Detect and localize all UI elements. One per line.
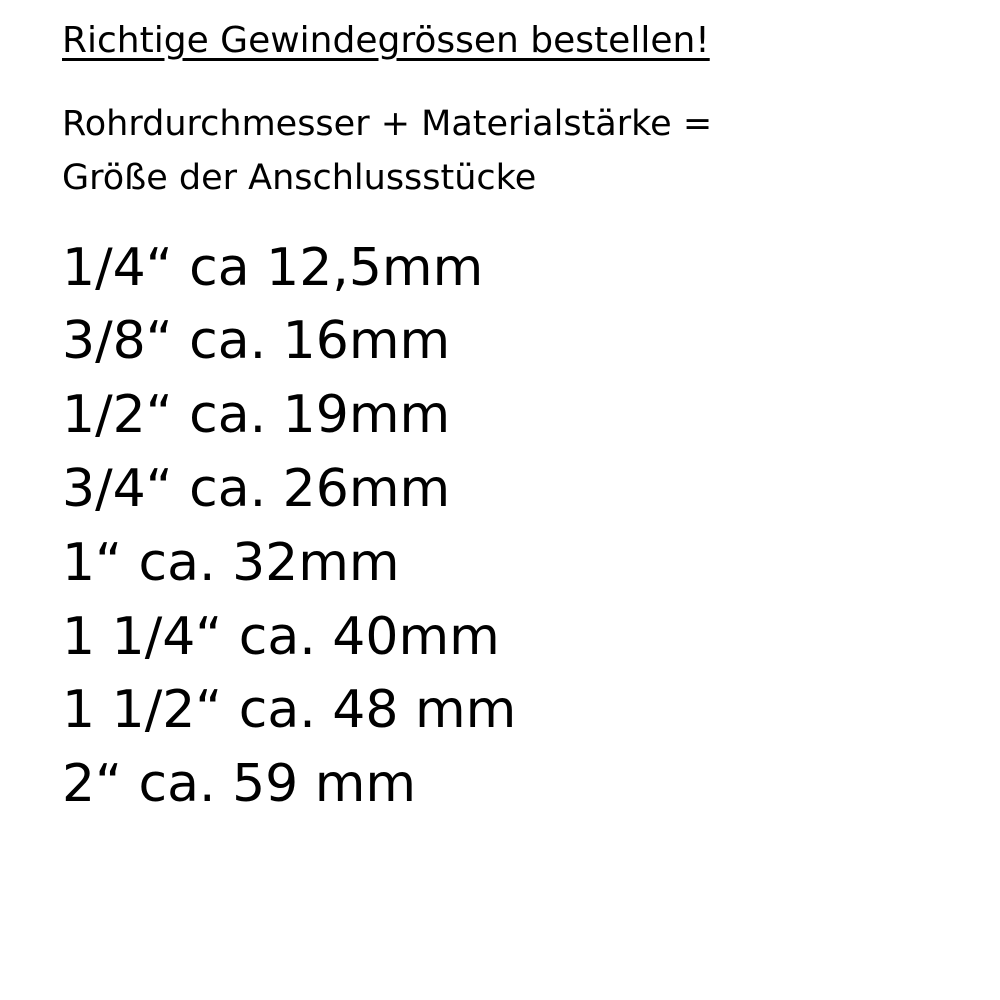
subheading-line-1: Rohrdurchmesser + Materialstärke = bbox=[62, 104, 713, 144]
subheading bbox=[62, 97, 942, 206]
list-item: 1/4“ ca 12,5mm bbox=[62, 237, 484, 298]
list-item: 1 1/2“ ca. 48 mm bbox=[62, 680, 517, 741]
list-item: 2“ ca. 59 mm bbox=[62, 754, 417, 815]
list-item: 1“ ca. 32mm bbox=[62, 532, 400, 593]
subheading-line-2: Größe der Anschlussstücke bbox=[62, 158, 537, 199]
list-item: 3/4“ ca. 26mm bbox=[62, 458, 451, 519]
list-item: 3/8“ ca. 16mm bbox=[62, 311, 451, 372]
list-item: 1/2“ ca. 19mm bbox=[62, 385, 451, 446]
thread-size-list bbox=[62, 232, 970, 823]
page-title: Richtige Gewindegrössen bestellen! bbox=[62, 20, 710, 61]
list-item: 1 1/4“ ca. 40mm bbox=[62, 606, 500, 667]
